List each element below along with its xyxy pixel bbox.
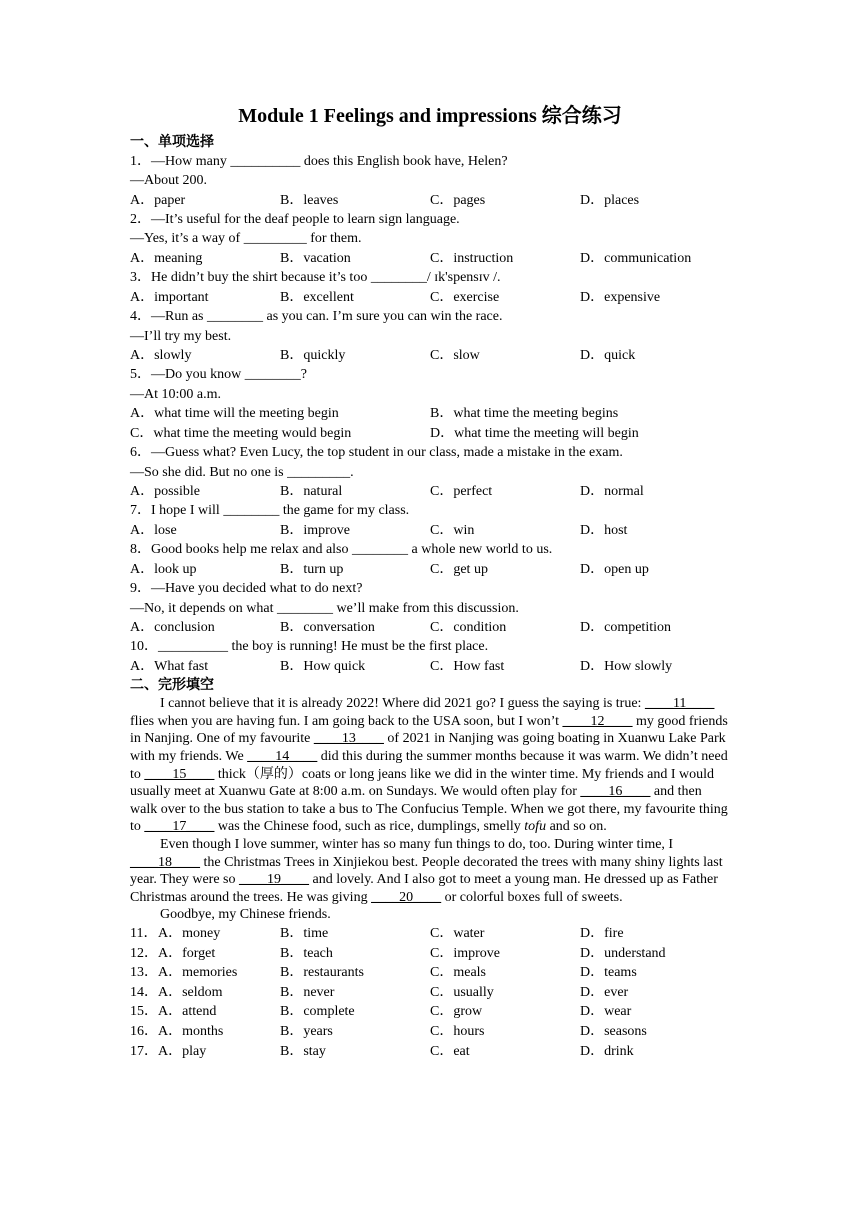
cloze-question-number: 16． [130,1023,158,1039]
answer-option: C．exercise [430,289,500,305]
answer-option: D．wear [580,1004,632,1020]
option-row [130,618,730,638]
answer-option: C．eat [430,1043,470,1059]
cloze-blank: ____16____ [580,784,651,800]
answer-option: D．quick [580,347,636,363]
answer-option: D．teams [580,965,637,981]
question-stem: 6．—Guess what? Even Lucy, the top student in our class, made a mistake in the exam. [130,445,623,461]
cloze-blank: ____11____ [644,696,715,712]
cloze-option-row [130,963,730,983]
answer-option: B．turn up [280,561,344,577]
answer-option: B．time [280,926,329,941]
question-item [130,501,730,540]
passage-text: and lovely. And I also got to meet a young man. He dressed up as Father Christmas around the trees. He was giving [130,872,718,905]
question-item [130,210,730,268]
cloze-option-row [130,1002,730,1022]
cloze-question-number: 11． [130,926,158,941]
answer-option: A．attend [158,1004,217,1020]
option-row [130,288,730,308]
answer-option: D．seasons [580,1023,647,1039]
italic-word: tofu [524,819,547,835]
cloze-paragraph-2 [130,836,730,906]
answer-option: B．restaurants [280,965,364,981]
cloze-blank: ____12____ [562,713,633,729]
question-response: —About 200. [130,173,207,189]
answer-option: B．years [280,1023,333,1039]
cloze-blank: ____18____ [130,854,200,870]
answer-option: A．meaning [130,250,203,266]
answer-option: D．understand [580,945,666,961]
question-response: —No, it depends on what ________ we’ll make from this discussion. [130,600,519,616]
passage-text: thick（厚的）coats or long jeans like we did in the winter time. My friends and I would usually meet at Xuanwu Gate at 8:00 a.m. on Sundays. We would often play for [130,766,715,800]
answer-option: D．host [580,522,628,538]
answer-option: C．usually [430,984,494,1000]
answer-option: A．money [158,926,221,941]
cloze-paragraph-1 [130,695,730,836]
question-item [130,637,730,676]
passage-text: was the Chinese food, such as rice, dumplings, smelly [214,819,525,835]
answer-option: D．How slowly [580,658,673,674]
passage-text: or colorful boxes full of sweets. [441,889,623,905]
worksheet [130,104,730,1061]
answer-option: C．pages [430,192,486,208]
question-response: —At 10:00 a.m. [130,386,221,402]
answer-option: C．what time the meeting would begin [130,425,352,441]
passage-text: the Christmas Trees in Xinjiekou best. People decorated the trees with many shiny lights last year. They were so [130,854,723,888]
question-stem: 9．—Have you decided what to do next? [130,581,363,597]
option-row [130,482,730,502]
option-row [130,191,730,211]
option-row [130,521,730,541]
cloze-question-number: 14． [130,984,158,1000]
answer-option: B．quickly [280,347,346,363]
cloze-option-row [130,1022,730,1042]
answer-option: D．fire [580,926,624,941]
answer-option: C．get up [430,561,488,577]
answer-option: A．paper [130,192,186,208]
option-row [130,657,730,677]
answer-option: C．How fast [430,658,505,674]
answer-option: C．condition [430,619,507,635]
passage-text: Even though I love summer, winter has so many fun things to do, too. During winter time, I [160,837,674,853]
answer-option: D．places [580,192,640,208]
answer-option: B．natural [280,483,343,499]
answer-option: A．What fast [130,658,209,674]
option-row [130,249,730,269]
cloze-question-number: 15． [130,1004,158,1020]
answer-option: A．slowly [130,347,192,363]
question-stem: 10．__________ the boy is running! He must be the first place. [130,639,489,655]
answer-option: D．open up [580,561,649,577]
question-item [130,307,730,365]
cloze-blank: ____15____ [144,766,215,782]
answer-option: B．stay [280,1043,326,1059]
cloze-option-row [130,1042,730,1062]
answer-option: A．months [158,1023,224,1039]
cloze-question-number: 13． [130,965,158,981]
answer-option: C．grow [430,1004,483,1020]
answer-option: D．drink [580,1043,634,1059]
cloze-blank: ____20____ [371,889,442,905]
cloze-question-number: 17． [130,1043,158,1059]
option-row [130,560,730,580]
question-stem: 1．—How many __________ does this English book have, Helen? [130,154,508,169]
answer-option: A．look up [130,561,197,577]
cloze-blank: ____17____ [144,819,215,835]
answer-option: A．play [158,1043,207,1059]
answer-option: A．forget [158,945,216,961]
question-list [130,152,730,676]
answer-option: B．leaves [280,192,339,208]
answer-option: A．memories [158,965,238,981]
answer-option: A．what time will the meeting begin [130,406,339,422]
question-item [130,540,730,579]
answer-option: C．water [430,926,485,941]
passage-text: did this during the summer months because it was warm. We didn’t need to [130,749,728,782]
cloze-options-list [130,924,730,1061]
answer-option: D．communication [580,250,692,266]
question-item [130,579,730,637]
question-response: —I’ll try my best. [130,328,232,344]
option-row [130,424,730,444]
answer-option: B．improve [280,522,350,538]
answer-option: D．what time the meeting will begin [430,425,639,441]
answer-option: D．normal [580,483,644,499]
question-item [130,443,730,501]
answer-option: D．ever [580,984,629,1000]
question-stem: 2．—It’s useful for the deaf people to learn sign language. [130,212,460,228]
question-item [130,268,730,307]
answer-option: B．never [280,984,335,1000]
answer-option: B．teach [280,945,333,961]
answer-option: D．competition [580,619,671,635]
answer-option: C．win [430,522,475,538]
cloze-paragraph-3: Goodbye, my Chinese friends. [160,907,331,923]
answer-option: A．lose [130,522,177,538]
question-stem: 4．—Run as ________ as you can. I’m sure you can win the race. [130,309,503,325]
question-response: —So she did. But no one is _________. [130,464,354,480]
cloze-blank: ____13____ [313,731,384,747]
cloze-blank: ____14____ [247,749,318,765]
question-stem: 7．I hope I will ________ the game for my class. [130,503,410,519]
cloze-option-row [130,983,730,1003]
passage-text: I cannot believe that it is already 2022! Where did 2021 go? I guess the saying is true: [160,696,645,712]
cloze-option-row [130,944,730,964]
answer-option: A．seldom [158,984,223,1000]
question-response: —Yes, it’s a way of _________ for them. [130,231,362,247]
answer-option: B．complete [280,1004,355,1020]
question-item [130,152,730,210]
answer-option: A．conclusion [130,619,215,635]
page-title: Module 1 Feelings and impressions 综合练习 [238,105,622,127]
option-row [130,404,730,424]
question-item [130,365,730,443]
section-heading-cloze: 二、完形填空 [130,677,214,694]
question-stem: 3．He didn’t buy the shirt because it’s too ________/ ɪk'spensɪv /. [130,270,501,286]
answer-option: B．excellent [280,289,354,305]
answer-option: B．conversation [280,619,375,635]
answer-option: C．slow [430,347,480,363]
cloze-question-number: 12． [130,945,158,961]
passage-text: my good friends in Nanjing. One of my favourite [130,713,728,747]
answer-option: B．what time the meeting begins [430,406,619,422]
answer-option: C．improve [430,945,500,961]
question-stem: 5．—Do you know ________? [130,367,307,383]
answer-option: B．How quick [280,658,366,674]
answer-option: C．meals [430,965,486,981]
option-row [130,346,730,366]
passage-text: flies when you are having fun. I am going back to the USA soon, but I won’t [130,713,563,729]
passage-text: and then walk over to the bus station to take a bus to The Confucius Temple. When we got there, my favourite thing to [130,784,728,835]
cloze-option-row [130,924,730,944]
answer-option: B．vacation [280,250,351,266]
passage-text: and so on. [546,819,607,835]
answer-option: A．important [130,289,209,305]
answer-option: A．possible [130,483,200,499]
section-heading-single-choice: 一、单项选择 [130,134,214,150]
question-stem: 8．Good books help me relax and also ________ a whole new world to us. [130,542,553,558]
passage-text: of 2021 in Nanjing was going boating in Xuanwu Lake Park with my friends. We [130,731,726,765]
answer-option: D．expensive [580,289,661,305]
cloze-blank: ____19____ [238,872,309,888]
answer-option: C．perfect [430,483,493,499]
answer-option: C．instruction [430,250,514,266]
answer-option: C．hours [430,1023,485,1039]
